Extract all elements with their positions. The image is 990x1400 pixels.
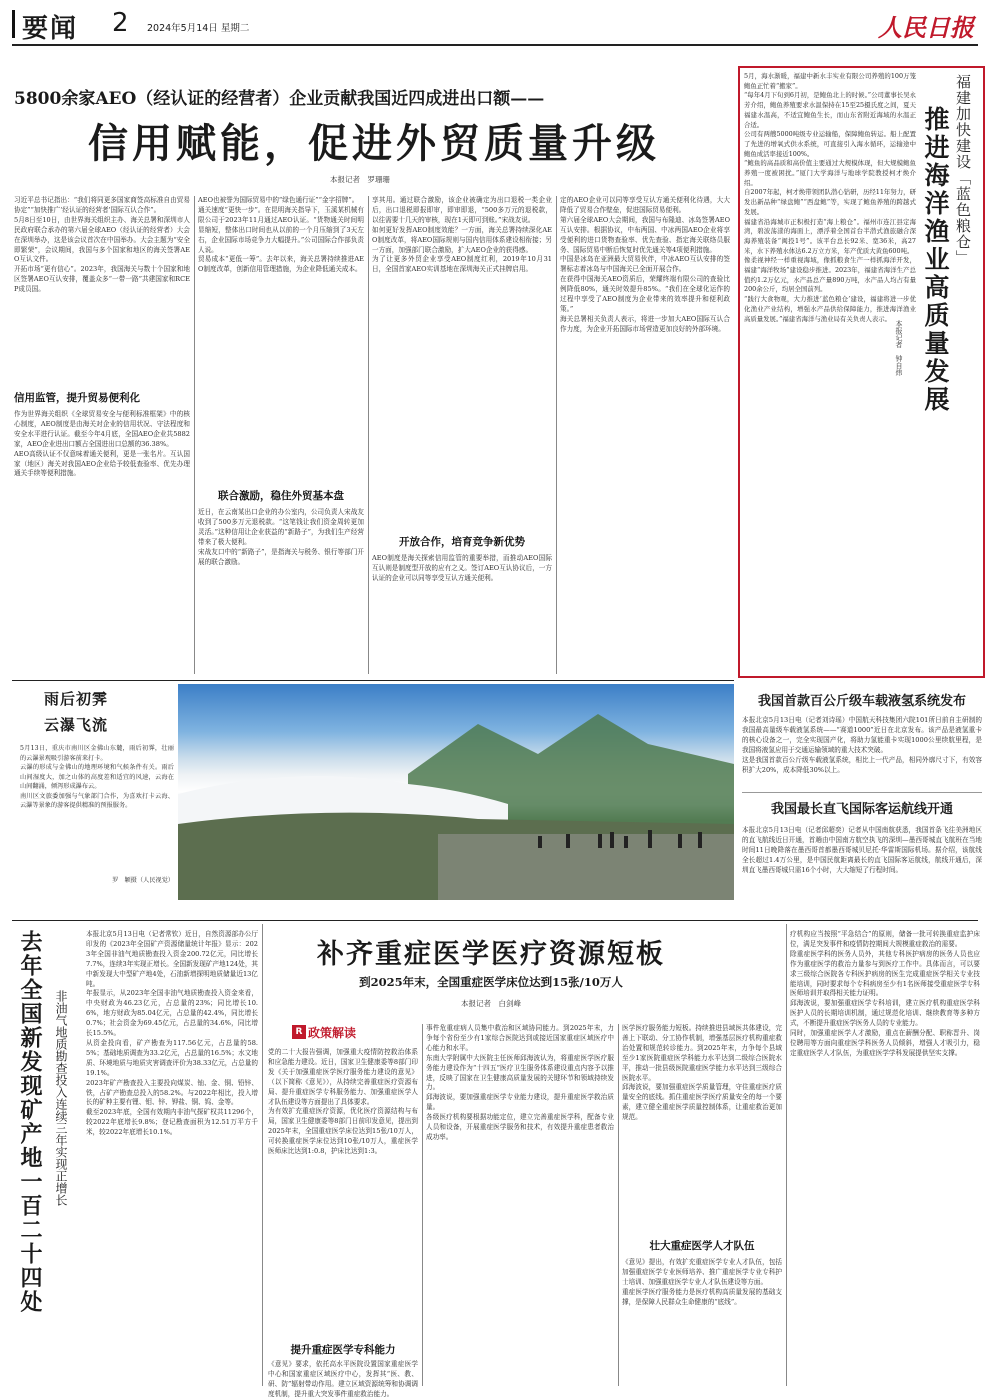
hydrogen-body: 本报北京5月13日电（记者刘诗瑶）中国航天科技集团六院101所日前自主研制的我国最高量级车载液氢系统——“赛道1000”近日在北京发布。该产品是液氢重卡的核心设备之一，完全实现国产化，将助力氢能重卡实现1000公里续航里程，是我国将液氢应用于交通运输领域的重大技术突破。 这是我国首款百公斤级车载液氢系统，相比上一代产品，相同外廓尺寸下，有效容积扩大20%，成本降低30%以上。	[742, 716, 982, 774]
col-divider	[618, 1024, 619, 1386]
policy-badge	[268, 1024, 388, 1042]
col-divider	[368, 196, 369, 674]
photo-caption: 5月13日，重庆市南川区金佛山东麓，雨后初霁，壮丽的云瀑景观吸引游客前来打卡。 云瀑的形成与金佛山的地理环境和气候条件有关。雨后山间湿度大，加之山体的高度差和适宜的风速，云海在山间翻涌，倾泻形成瀑布云。 南川区文旅委加强与气象部门合作，为喜欢打卡云海、云瀑等景象的游客提供精准的预报服务。	[20, 745, 174, 809]
lead-col3b: AEO制度是海关探索信用监管的重要举措，而推动AEO国际互认则是制度型开放的应有之义。签订AEO互认协议后，一方认证的企业可以同等享受互认方通关便利。	[372, 554, 552, 582]
hydrogen-title: 我国首款百公斤级车载液氢系统发布	[757, 694, 966, 709]
masthead	[12, 6, 978, 42]
medical-byline: 本报记者 白剑峰	[461, 999, 521, 1008]
lead-col2-subhead: 联合激励，稳住外贸基本盘	[218, 490, 344, 502]
masthead-rule	[12, 44, 978, 46]
cloud-waterfall-photo	[178, 684, 734, 900]
lead-title: 信用赋能，促进外贸质量升级	[88, 121, 660, 167]
lead-col4: 定的AEO企业可以同等享受互认方通关便利化待遇，大大降低了贸易合作壁垒，促进国际贸易便利。 第六届全球AEO大会期间，我国与布隆迪、冰岛签署AEO互认安排。根据协议，中布两国、中冰两国AEO企业将享受便利的进口货物查验率、优先查验、指定海关联络员服务、国际贸易中断后恢复时优先通关等4项便利措施。 中国是冰岛在亚洲最大贸易伙伴，中冰AEO互认安排的签署标志着冰岛与中国海关已全面开展合作。 在获得中国海关AEO资质后，荣耀终端有限公司的查验比例降低80%，通关时效提升85%。“我们在全球化运作的过程中享受了AEO制度为企业带来的效率提升和便利政策。” 海关总署相关负责人表示，将进一步加大AEO国际互认合作力度，为企业开拓国际市场营造更加良好的外部环境。	[560, 196, 730, 333]
paper-logo: 人民日报	[878, 13, 974, 42]
col-divider	[422, 1024, 423, 1386]
issue-date: 2024年5月14日 星期二	[147, 23, 250, 34]
airline-body: 本报北京5月13日电（记者邱超奕）记者从中国南航获悉，我国首条飞往美洲地区的直飞航线近日开通，首趟由中国南方航空执飞的深圳—墨西哥城直飞航班在当地时间11日晚降落在墨西哥首都墨西哥城贝尼托·华雷斯国际机场。据介绍，该航线全长超过1.4万公里，是中国民航距离最长的直飞国际客运航线，航线开通后，深圳直飞墨西哥城只需16个小时，大大缩短了行程时间。	[742, 826, 982, 874]
lead-byline: 本报记者 罗珊珊	[330, 175, 390, 184]
page-number: 2	[112, 8, 129, 38]
lead-col2b: 近日，在云南某出口企业的办公室内，公司负责人宋战友收到了500多万元退税款。“这笔钱让我们资金周转更加灵活。”这种信用让企业获益的“新路子”，为我们生产经营带来了极大便利。 宋战友口中的“新路子”，是指海关与税务、银行等部门开展的联合激励。	[198, 508, 364, 566]
lead-kicker: 5800余家AEO（经认证的经营者）企业贡献我国近四成进出口额——	[14, 89, 545, 109]
col-divider	[262, 924, 263, 1386]
minerals-subtitle: 非油气地质勘查投入连续三年实现正增长	[54, 990, 68, 1206]
col-divider	[786, 924, 787, 1386]
lead-col1: 习近平总书记指出：“我们将同更多国家商签高标准自由贸易协定”“加快推广‘经认证的经营者’国际互认合作”。 5月8日至10日，由世界海关组织主办、海关总署和深圳市人民政府联合承办的第六届全球AEO（经认证的经营者）大会在深圳举办，这是该会议首次在中国举办。大会主题为“安全即繁荣”，会议期间，我国与多个国家和地区的海关签署AEO互认文件。 开拓市场“更有信心”。2023年，我国海关与数十个国家和地区签署AEO互认安排，覆盖众多“一带一路”共建国家和RCEP成员国。	[14, 196, 190, 294]
col-divider	[194, 196, 195, 674]
lead-col3: 享其用。通过联合激励，该企业被确定为出口退税一类企业后，出口退税即报即审，即审即退，“500多万元的退税款，以往需要十几天的审核，现在1天即可到账。”宋战友说。 如何更好发挥AEO制度效能？一方面，海关总署持续深化AEO制度改革，将AEO国际规则与国内信用体系建设相衔接；另一方面，加强部门联合激励，扩大AEO企业的获得感。 为了让更多外贸企业享受AEO制度红利，2019年10月31日，全国首家AEO实训基地在深圳海关正式挂牌启用。	[372, 196, 552, 274]
medical-col1-subhead: 提升重症医学专科能力	[290, 1344, 396, 1356]
fujian-title-small: 福建加快建设「蓝色粮仓」	[954, 74, 972, 266]
fujian-body: 5月，海水渐暖，福建中新水丰实业有限公司养殖的100万笼鲍鱼正忙着“搬家”。 “每年4月下旬到6月初，是鲍鱼北上的时候。”公司董事长吴永芳介绍，鲍鱼养殖要求水温保持在15至25摄氏度之间，夏天福建水温高，不适宜鲍鱼生长，而山东省附近海域的水温正合适。 公司有两艘5000吨级专业运输船，保障鲍鱼转运。船上配置了先进的增氧式供水系统，可直接引入海水循环，运输途中鲍鱼成活率接近100%。 “鲍鱼的高品质和高价值主要通过大规模体现，但大规模鲍鱼养殖一度被困扰。”厦门大学海洋与地球学院教授柯才焕介绍。 自2007年起，柯才焕带领团队潜心钻研，历经11年努力，研发出新品种“绿盘鲍”“西盘鲍”等，实现了鲍鱼养殖的跨越式发展。 福建省沿海城市正积极打造“海上粮仓”。福州市连江县定海湾，碧波荡漾的海面上，漂浮着全国首台半潜式渔旅融合深海养殖装备“闽投1号”。该平台总长92米、宽36米，高27米，水下养殖水体达6.2万立方米，年产优质大黄鱼600吨。 像柔视神经一样重视海域，像抓粮食生产一样抓海洋开发，福建“海洋牧场”建设稳步推进。2023年，福建省海洋生产总值约1.2万亿元，水产品总产量890万吨，水产品人均占有量200余公斤，均居全国前列。 “践行大食物观，大力推进‘蓝色粮仓’建设，福建将进一步优化渔业产业结构，增强水产品供给保障能力，推进海洋渔业高质量发展。”福建省海洋与渔业局有关负责人表示。	[744, 72, 916, 323]
policy-r-icon: R	[292, 1025, 306, 1039]
col-divider	[556, 196, 557, 674]
medical-col3b: 《意见》提出，有效扩充重症医学专业人才队伍，包括加强重症医学专业医师培养、推广重症医学专业专科护士培训、加强重症医学专业人才队伍建设等方面。 重症医学医疗服务能力是医疗机构高质量发展的基础支撑，是保障人民群众生命健康的“底线”。	[622, 1258, 782, 1306]
section-rule	[12, 920, 978, 921]
fujian-title-big: 推进海洋渔业高质量发展	[921, 106, 950, 414]
section-name: 要闻	[22, 14, 79, 44]
lead-col1-subhead: 信用监管，提升贸易便利化	[14, 392, 140, 404]
medical-subtitle: 到2025年末，全国重症医学床位达到15张/10万人	[359, 975, 623, 989]
short-divider	[742, 792, 982, 793]
section-marker	[12, 10, 15, 38]
photo-illustration	[178, 684, 734, 900]
lead-col2: AEO也被誉为国际贸易中的“绿色通行证”“金字招牌”。 通关速度“更快一步”。在昆明海关指导下，玉溪某机械有限公司于2023年11月通过AEO认证。“货物通关时间明显缩短，整体出口时间也从以前的一个月压缩到了3天左右，企业国际市场竞争力大幅提升。”公司国际合作部负责人说。 贸易成本“更低一筹”。去年以来，海关总署持续推进AEO制度改革，创新信用管理措施，为企业降低通关成本。	[198, 196, 364, 274]
medical-col2: 事件危重症病人员集中救治和区域协同能力。到2025年末，力争每个省份至少有1家综合医院达到或接近国家重症区域医疗中心能力和水平。 东南大学附属中大医院主任医师邱海波认为，将重症医学医疗服务能力建设作为“十四五”医疗卫生服务体系建设重点内容予以推进，反映了国家在卫生健康高质量发展的关键环节和领域持续发力。 邱海波说，要加强重症医学专业能力建设，提升重症医学救治质量。 各级医疗机构要根据功能定位，建立完善重症医学科，配备专业人员和设备，开展重症医学服务和技术，有效提升重症患者救治成功率。	[426, 1024, 614, 1141]
photo-title-line1: 雨后初霁	[44, 690, 109, 708]
medical-col3: 医学医疗服务能力短板。持续推进县域医共体建设，完善上下联动、分工协作机制，增强基层医疗机构重症救治处置和规范转诊能力。到2025年末，力争每个县域至少1家医院重症医学科能力水平达到二级综合医院水平，推动一批县级医院重症医学能力水平达到三级综合医院水平。 邱海波说，要加强重症医学质量管理，守住重症医疗质量安全的底线。抓住重症医学医疗质量安全的每一个要素，建立健全重症医学质量控制体系，让重症救治更加规范。	[622, 1024, 782, 1122]
photo-title-line2: 云瀑飞流	[44, 716, 109, 734]
airline-title: 我国最长直飞国际客运航线开通	[770, 802, 953, 817]
medical-col4: 疗机构应当按照“平急结合”的原则，储备一批可转换重症监护床位，满足突发事件和疫情防控期间大规模重症救治的需要。 除重症医学科的医务人员外，其他专科医护病房的医务人员也应作为重症医学的救治力量参与到医疗工作中。具体而言，可以要求三级综合医院各专科医护病房的医生完成重症医学相关专业技能培训，同时要求每个专科病房至少有1名医师接受重症医学专科医师培训并取得相关能力证明。 邱海波说，要加强重症医学专科培训，建立医疗机构重症医学科医护人员的长期培训机制，通过规范化培训、继续教育等多种方式，不断提升重症医学医务人员的专业能力。 同时，加强重症医学人才激励，重点在薪酬分配、职称晋升、岗位聘用等方面向重症医学科医务人员倾斜，增强人才吸引力，稳定重症医学人才队伍，为重症医学学科发展提供坚实支撑。	[790, 930, 980, 1057]
policy-badge-label: 政策解读	[308, 1026, 357, 1040]
medical-col1b: 《意见》要求，依托高水平医院设置国家重症医学中心和国家重症区域医疗中心，发挥其“医、教、研、防”辐射带动作用。建立区域资源统筹和协调调度机制，提升重大突发事件重症救治能力。	[268, 1360, 418, 1398]
minerals-title: 去年全国新发现矿产地一百二十四处	[17, 930, 42, 1314]
minerals-body: 本报北京5月13日电（记者常钦）近日，自然资源部办公厅印发的《2023年全国矿产资源储量统计年报》显示：2023年全国非油气地质勘查投入资金200.72亿元，同比增长7.7%，连续3年实现正增长。全国新发现矿产地124处，其中新发现大中型矿产地4处，石油新增探明地质储量近13亿吨。 年报显示，从2023年全国非油气地质勘查投入资金来看，中央财政为46.23亿元，占总量的23%；同比增长10.6%，地方财政为85.04亿元，占总量的42.4%，同比增长0.7%；社会资金为69.45亿元，占总量的34.6%，同比增长15.5%。 从资金投向看，矿产勘查为117.56亿元，占总量的58.5%；基础地质调查为33.2亿元，占总量的16.5%；水文地质、环境地质与地质灾害调查评价为38.33亿元，占总量的19.1%。 2023年矿产勘查投入主要投向煤炭、铀、金、铜、铅锌、铁，占矿产勘查总投入的58.2%。与2022年相比，投入增长的矿种主要有锂、钼、锌、钾盐、铜、钨、金等。 截至2023年底，全国有效期内非油气探矿权共11296个，较2022年底增长9.8%；登记勘查面积为12.51万平方千米，较2022年底增长10.1%。	[86, 930, 258, 1137]
lead-col3-subhead: 开放合作，培育竞争新优势	[399, 536, 525, 548]
section-rule	[12, 680, 734, 681]
medical-col1: 党的二十大报告强调，加强重大疫情防控救治体系和应急能力建设。近日，国家卫生健康委等8部门印发《关于加强重症医学医疗服务能力建设的意见》（以下简称《意见》），从持续完善重症医疗资源布局、提升重症医学专科服务能力、加强重症医学人才队伍建设等方面提出了具体要求。 为有效扩充重症医疗资源，优化医疗资源结构与布局，国家卫生健康委等8部门日前印发意见，提出到2025年末，全国重症医学床位达到15张/10万人，可转换重症医学床位达到10张/10万人，重症医学医师床比达到1:0.8，护床比达到1:3。	[268, 1048, 418, 1156]
medical-col3-subhead: 壮大重症医学人才队伍	[649, 1240, 755, 1252]
fujian-byline: 本报记者 钟自炜	[895, 320, 903, 376]
photo-credit: 罗 颖摄（人民视觉）	[112, 877, 174, 884]
lead-col1b: 作为世界海关组织《全球贸易安全与便利标准框架》中的核心制度，AEO制度是由海关对企业的信用状况、守法程度和安全水平进行认证。截至今年4月底，全国AEO企业共5882家，AEO企业进出口额占全国进出口总额的36.38%。 AEO高级认证不仅意味着通关便利，更是一张名片。互认国家（地区）海关对我国AEO企业给予较低查验率、优先办理通关手续等便利措施。	[14, 410, 190, 478]
medical-title: 补齐重症医学医疗资源短板	[317, 939, 665, 970]
